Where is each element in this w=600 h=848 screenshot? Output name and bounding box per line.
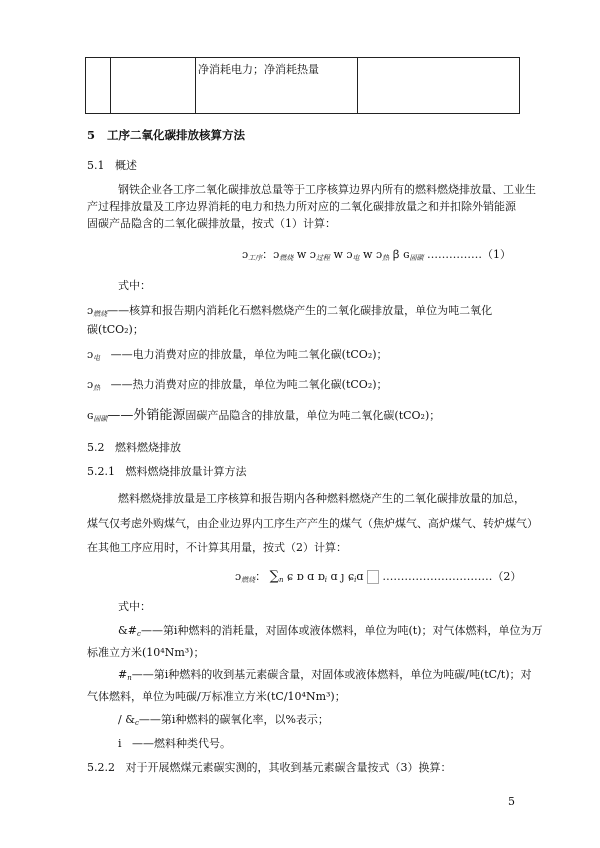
placeholder-box: [367, 570, 379, 584]
s52-where: 式中：: [118, 600, 151, 613]
s51-def2: ɔ$_电$ ——电力消费对应的排放量，单位为吨二氧化碳(tCO₂)；: [87, 348, 388, 362]
s51-def3: ɔ$_热$ ——热力消费对应的排放量，单位为吨二氧化碳(tCO₂)；: [87, 378, 388, 392]
page-number: 5: [508, 795, 515, 808]
section-5-2-heading: 5.2 燃料燃烧排放: [87, 441, 181, 454]
s51-def4: ɢ$_{固碳}$——外销能源固碳产品隐含的排放量，单位为吨二氧化碳(tCO₂)；: [87, 408, 441, 423]
s52-def1-cont: 标准立方米(10⁴Nm³)；: [87, 646, 205, 659]
s521-para-line2: 煤气仅考虑外购煤气，由企业边界内工序生产产生的煤气（焦炉煤气、高炉煤气、转炉煤气）: [87, 517, 538, 530]
equation-1: ɔ$_{工序}$：ɔ$_{燃烧}$ w ɔ$_{过程}$ w ɔ$_电$ w ɔ$_热$ ꞵ ɢ$_{固碳}$ ……………（1）: [242, 248, 511, 262]
s51-para-line3: 固碳产品隐含的二氧化碳排放量，按式（1）计算：: [87, 217, 336, 230]
section-5-1-heading: 5.1 概述: [87, 159, 137, 172]
s521-para-line3: 在其他工序应用时，不计算其用量，按式（2）计算：: [87, 541, 347, 554]
s52-def2: $\#_n——$第i种燃料的收到基元素碳含量，对固体或液体燃料，单位为吨碳/吨(tC/t)；对: [118, 668, 532, 682]
s52-def4: i ——燃料种类代号。: [118, 737, 232, 750]
s52-def3: / $\&_c——$第i种燃料的碳氧化率，以%表示；: [118, 713, 329, 727]
s51-para-line2: 产过程排放量及工序边界消耗的电力和热力所对应的二氧化碳排放量之和并扣除外销能源: [87, 200, 516, 213]
s51-where: 式中：: [118, 279, 151, 292]
top-table: [85, 57, 520, 114]
s51-def1: ɔ$_{燃烧}$——核算和报告期内消耗化石燃料燃烧产生的二氧化碳排放量，单位为吨二氧化: [87, 304, 493, 318]
s51-def1-cont: 碳(tCO₂)；: [87, 323, 144, 336]
s52-def1: $\&\#_c——$第i种燃料的消耗量，对固体或液体燃料，单位为吨(t)；对气体燃料，单位为万: [118, 624, 543, 638]
s52-def2-cont: 气体燃料，单位为吨碳/万标准立方米(tC/10⁴Nm³)；: [87, 690, 346, 703]
s51-para-line1: 钢铁企业各工序二氧化碳排放总量等于工序核算边界内所有的燃料燃烧排放量、工业生: [118, 183, 536, 196]
section-5-heading: 5 工序二氧化碳排放核算方法: [87, 128, 246, 142]
equation-2: ɔ$_{燃烧}$： $\sum_n$ ɕ ɒ ɑ ɒ$_i$ ɑ ȷ ɕ$_i$ɑ …………………………（2）: [235, 569, 522, 584]
section-5-2-1-heading: 5.2.1 燃料燃烧排放量计算方法: [87, 465, 247, 478]
section-5-2-2: 5.2.2 对于开展燃煤元素碳实测的，其收到基元素碳含量按式（3）换算：: [87, 761, 452, 774]
table-cell-text: 净消耗电力；净消耗热量: [196, 58, 358, 114]
s521-para-line1: 燃料燃烧排放量是工序核算和报告期内各种燃料燃烧产生的二氧化碳排放量的加总，: [118, 492, 525, 505]
